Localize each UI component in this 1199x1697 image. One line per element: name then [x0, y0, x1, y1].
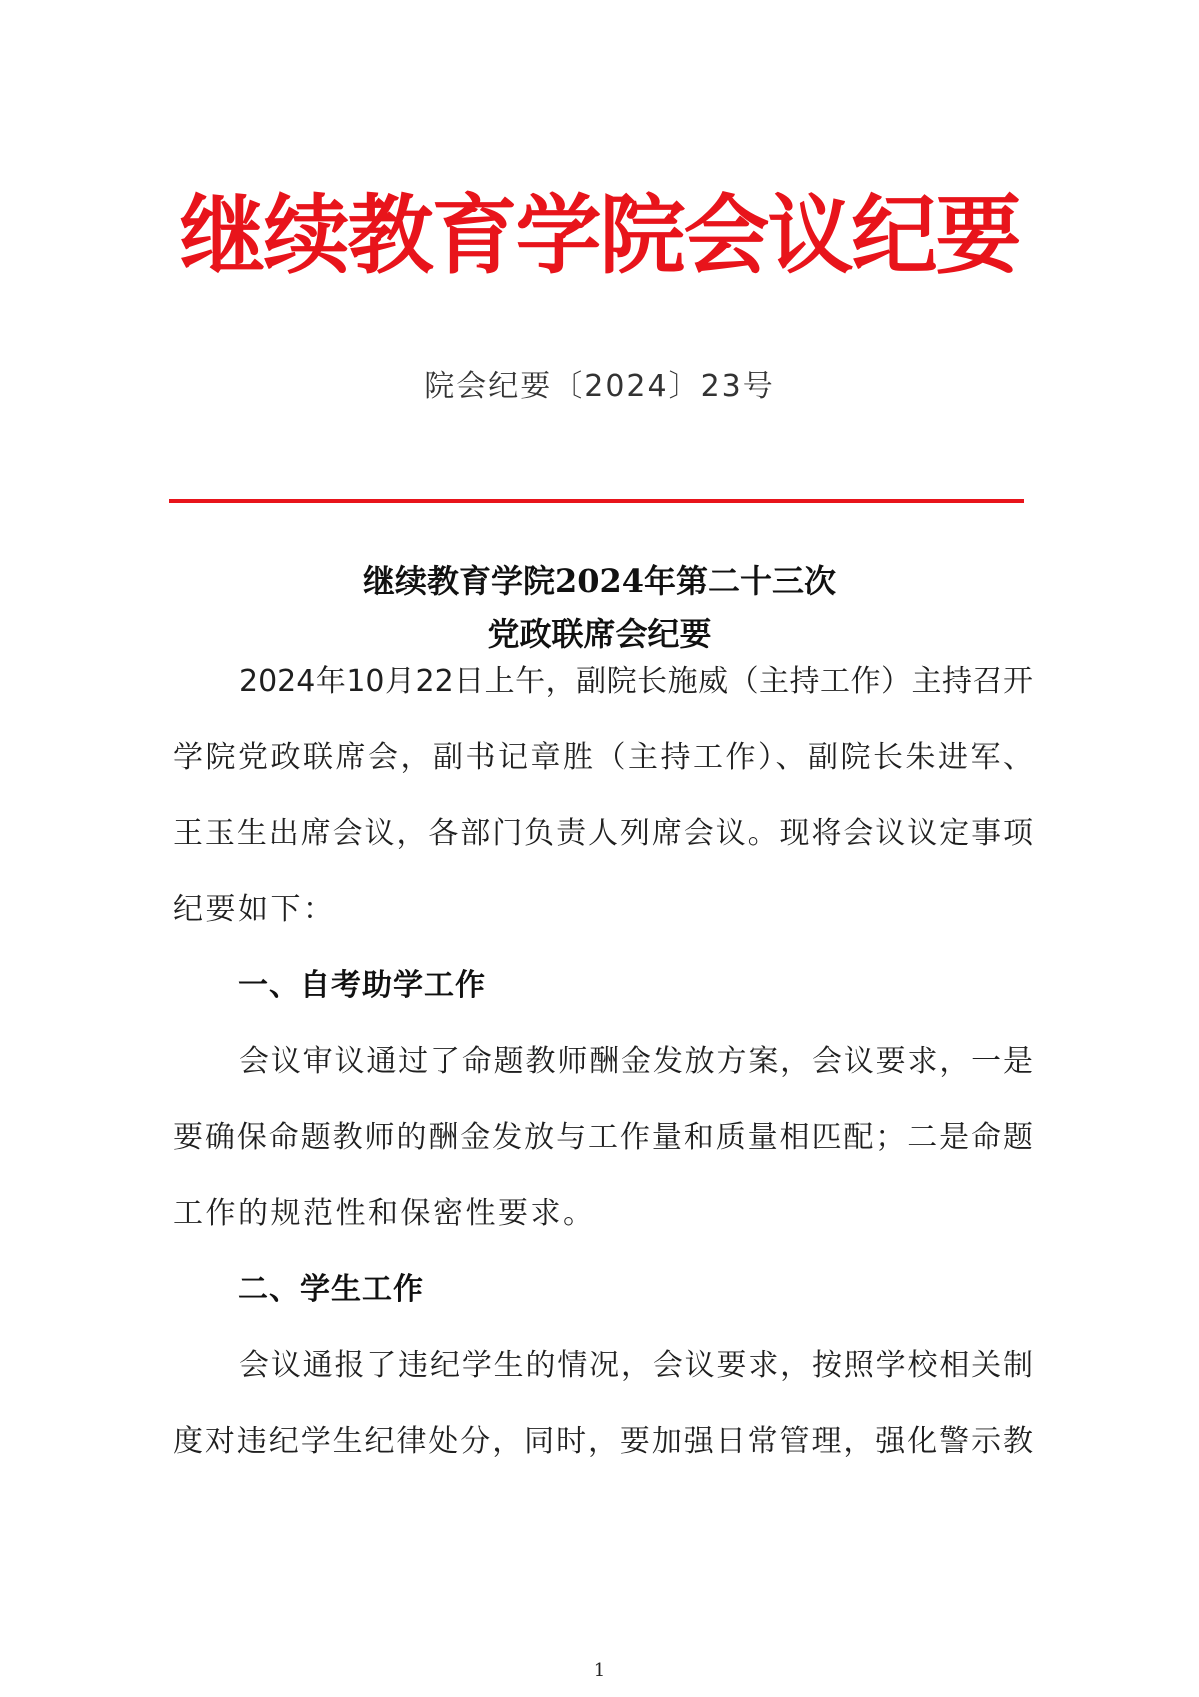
intro-line: 2024年10月22日上午，副院长施威（主持工作）主持召开: [239, 664, 1033, 699]
section-paragraph-line: 会议通报了违纪学生的情况，会议要求，按照学校相关制: [239, 1348, 1033, 1383]
intro-line: 学院党政联席会，副书记章胜（主持工作）、副院长朱进军、: [173, 740, 1033, 775]
section-paragraph-line: 会议审议通过了命题教师酬金发放方案，会议要求，一是: [239, 1044, 1033, 1079]
section-paragraph-line: 度对违纪学生纪律处分，同时，要加强日常管理，强化警示教: [173, 1424, 1033, 1459]
page-number: 1: [593, 1660, 606, 1681]
document-heading-line-1: 继续教育学院2024年第二十三次: [362, 562, 837, 600]
masthead-title: 继续教育学院会议纪要: [179, 186, 1020, 286]
intro-line: 纪要如下：: [173, 892, 336, 927]
section-paragraph-line: 要确保命题教师的酬金发放与工作量和质量相匹配；二是命题: [173, 1120, 1033, 1155]
section-heading: 二、学生工作: [238, 1272, 424, 1307]
section-paragraph-line: 工作的规范性和保密性要求。: [173, 1196, 596, 1231]
document-heading-line-2: 党政联席会纪要: [487, 615, 712, 653]
red-divider-line: [169, 499, 1024, 503]
section-heading: 一、自考助学工作: [238, 968, 486, 1003]
intro-line: 王玉生出席会议，各部门负责人列席会议。现将会议议定事项: [173, 816, 1033, 851]
document-number: 院会纪要〔2024〕23号: [424, 369, 775, 404]
